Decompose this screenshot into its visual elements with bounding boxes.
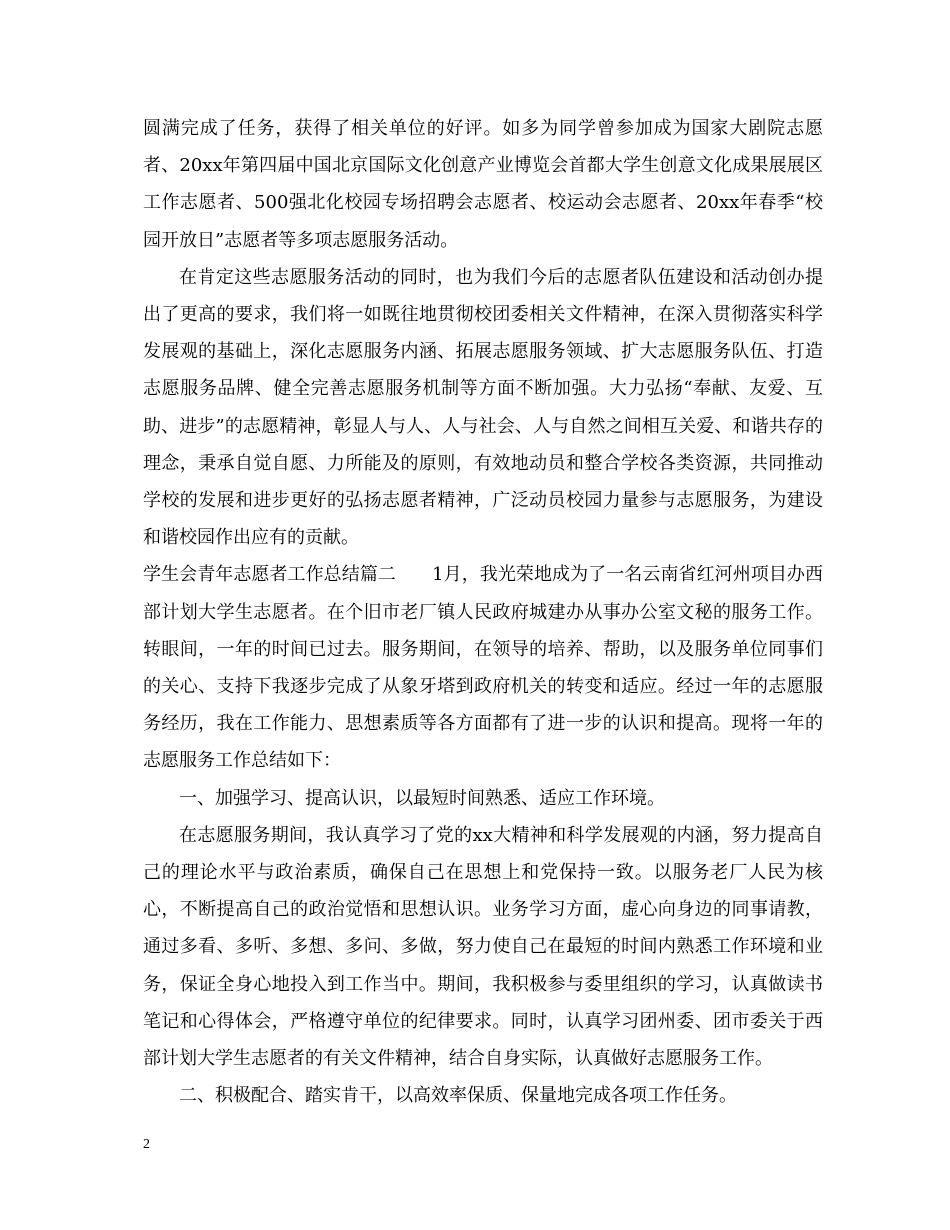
paragraph-section-two-intro: 学生会青年志愿者工作总结篇二 1月，我光荣地成为了一名云南省红河州项目办西部计划大学生志愿者。在个旧市老厂镇人民政府城建办从事办公室文秘的服务工作。转眼间，一年的时间已过去。服务期间，在领导的培养、帮助，以及服务单位同事们的关心、支持下我逐步完成了从象牙塔到政府机关的转变和适应。经过一年的志愿服务经历，我在工作能力、思想素质等各方面都有了进一步的认识和提高。现将一年的志愿服务工作总结如下： (143, 564, 823, 772)
heading-cooperate: 二、积极配合、踏实肯干，以高效率保质、保量地完成各项工作任务。 (179, 1085, 737, 1107)
paragraph-continuation: 圆满完成了任务，获得了相关单位的好评。如多为同学曾参加成为国家大剧院志愿者、20xx年第四届中国北京国际文化创意产业博览会首都大学生创意文化成果展展区工作志愿者、500强北化校园专场招聘会志愿者、校运动会志愿者、20xx年春季“校园开放日”志愿者等多项志愿服务活动。 (143, 118, 823, 251)
paragraph-volunteer-goals: 在肯定这些志愿服务活动的同时，也为我们今后的志愿者队伍建设和活动创办提出了更高的要求，我们将一如既往地贯彻校团委相关文件精神，在深入贯彻落实科学发展观的基础上，深化志愿服务内涵、拓展志愿服务领域、扩大志愿服务队伍、打造志愿服务品牌、健全完善志愿服务机制等方面不断加强。大力弘扬“奉献、友爱、互助、进步”的志愿精神，彰显人与人、人与社会、人与自然之间相互关爱、和谐共存的理念，秉承自觉自愿、力所能及的原则，有效地动员和整合学校各类资源，共同推动学校的发展和进步更好的弘扬志愿者精神，广泛动员校园力量参与志愿服务，为建设和谐校园作出应有的贡献。 (143, 266, 823, 549)
document-body (143, 110, 823, 1114)
heading-study: 一、加强学习、提高认识，以最短时间熟悉、适应工作环境。 (179, 787, 665, 809)
paragraph-study-detail: 在志愿服务期间，我认真学习了党的xx大精神和科学发展观的内涵，努力提高自己的理论水平与政治素质，确保自己在思想上和党保持一致。以服务老厂人民为核心，不断提高自己的政治觉悟和思想认识。业务学习方面，虚心向身边的同事请教，通过多看、多听、多想、多问、多做，努力使自己在最短的时间内熟悉工作环境和业务，保证全身心地投入到工作当中。期间，我积极参与委里组织的学习，认真做读书笔记和心得体会，严格遵守单位的纪律要求。同时，认真学习团州委、团市委关于西部计划大学生志愿者的有关文件精神，结合自身实际，认真做好志愿服务工作。 (143, 824, 823, 1070)
page-number: 2 (143, 1137, 150, 1152)
